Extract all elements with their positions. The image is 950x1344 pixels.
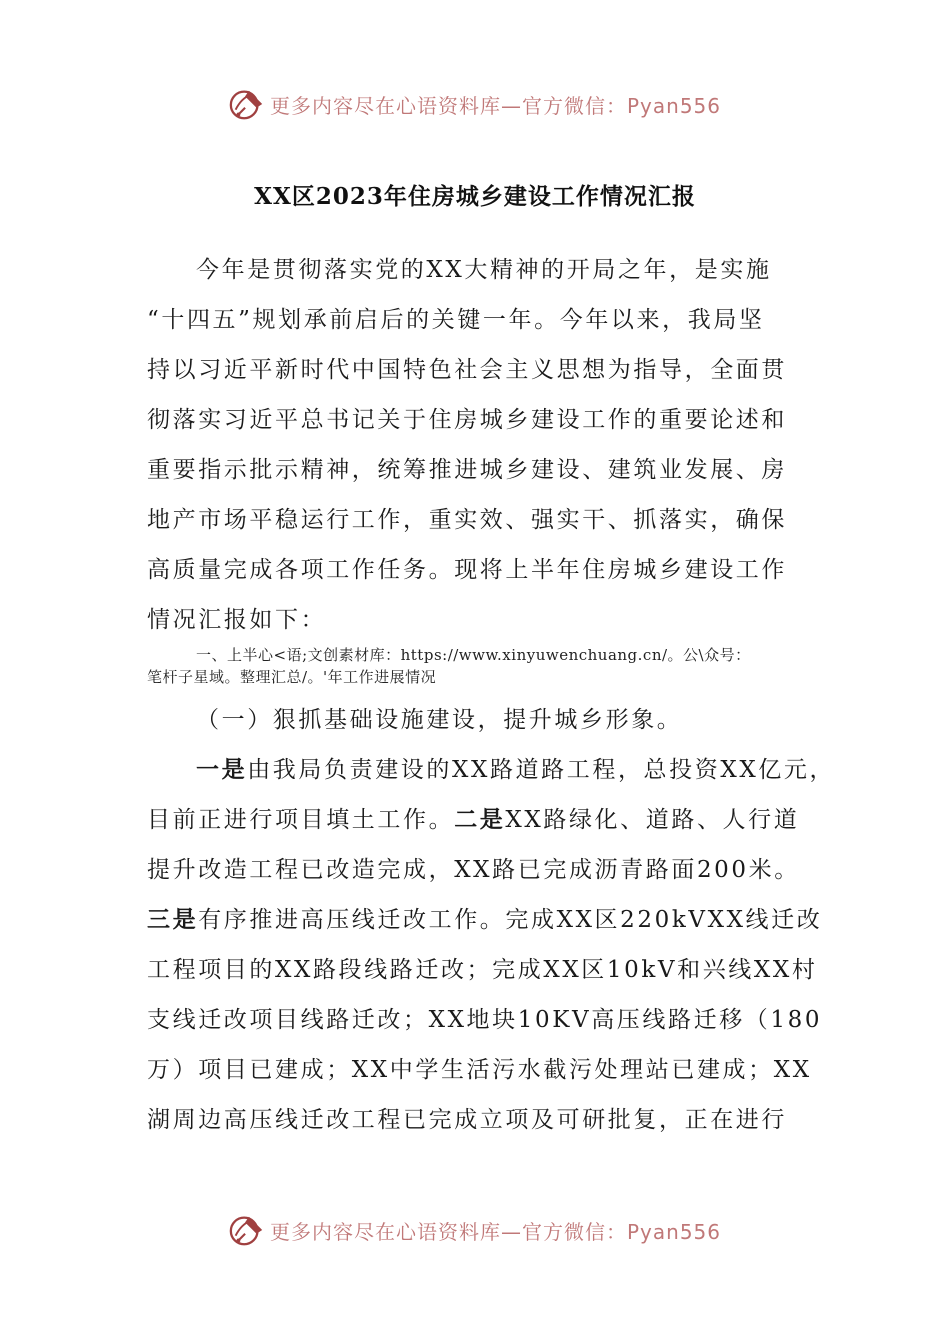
- body-text: XX路绿化、道路、人行道: [505, 807, 800, 833]
- item-marker-2: 二是: [454, 806, 506, 833]
- intro-line: 重要指示批示精神，统筹推进城乡建设、建筑业发展、房: [147, 457, 787, 483]
- subsection-heading: （一）狠抓基础设施建设，提升城乡形象。: [196, 707, 683, 733]
- section-heading-note: 笔杆子星域。整理汇总/。'年工作进展情况: [147, 668, 437, 686]
- body-text: 由我局负责建设的XX路道路工程，总投资XX亿元，: [247, 757, 836, 783]
- body-line: 提升改造工程已改造完成，XX路已完成沥青路面200米。: [147, 857, 800, 883]
- section-heading-note: 一、上半心<语;文创素材库：https://www.xinyuwenchuang.cn/。公\众号：: [196, 646, 751, 664]
- item-marker-1: 一是: [196, 756, 248, 783]
- intro-line: 彻落实习近平总书记关于住房城乡建设工作的重要论述和: [147, 407, 787, 433]
- body-line: 支线迁改项目线路迁改；XX地块10KV高压线路迁移（180: [147, 1007, 823, 1033]
- body-line: [147, 805, 799, 835]
- intro-line: 高质量完成各项工作任务。现将上半年住房城乡建设工作: [147, 557, 787, 583]
- body-line: [147, 905, 822, 935]
- body-line: 湖周边高压线迁改工程已完成立项及可研批复，正在进行: [147, 1107, 787, 1133]
- body-text: 有序推进高压线迁改工作。完成XX区220kVXX线迁改: [198, 907, 823, 933]
- watermark-banner-bottom: [228, 1210, 728, 1250]
- body-text: 目前正进行项目填土工作。: [147, 807, 455, 833]
- body-line: [196, 755, 835, 785]
- intro-line: “十四五”规划承前启后的关键一年。今年以来，我局坚: [147, 307, 765, 333]
- document-title: XX区2023年住房城乡建设工作情况汇报: [254, 183, 696, 210]
- intro-line: 今年是贯彻落实党的XX大精神的开局之年，是实施: [196, 257, 772, 283]
- body-line: 万）项目已建成；XX中学生活污水截污处理站已建成；XX: [147, 1057, 812, 1083]
- watermark-text: 更多内容尽在心语资料库—官方微信：Pyan556: [270, 1219, 722, 1244]
- watermark-banner-top: [228, 84, 728, 124]
- pen-scroll-logo-icon: [228, 1211, 266, 1249]
- item-marker-3: 三是: [147, 906, 199, 933]
- watermark-text: 更多内容尽在心语资料库—官方微信：Pyan556: [270, 93, 722, 118]
- intro-line: 持以习近平新时代中国特色社会主义思想为指导，全面贯: [147, 357, 787, 383]
- intro-line: 地产市场平稳运行工作，重实效、强实干、抓落实，确保: [147, 507, 787, 533]
- intro-line: 情况汇报如下：: [147, 607, 327, 633]
- pen-scroll-logo-icon: [228, 85, 266, 123]
- body-line: 工程项目的XX路段线路迁改；完成XX区10kV和兴线XX村: [147, 957, 818, 983]
